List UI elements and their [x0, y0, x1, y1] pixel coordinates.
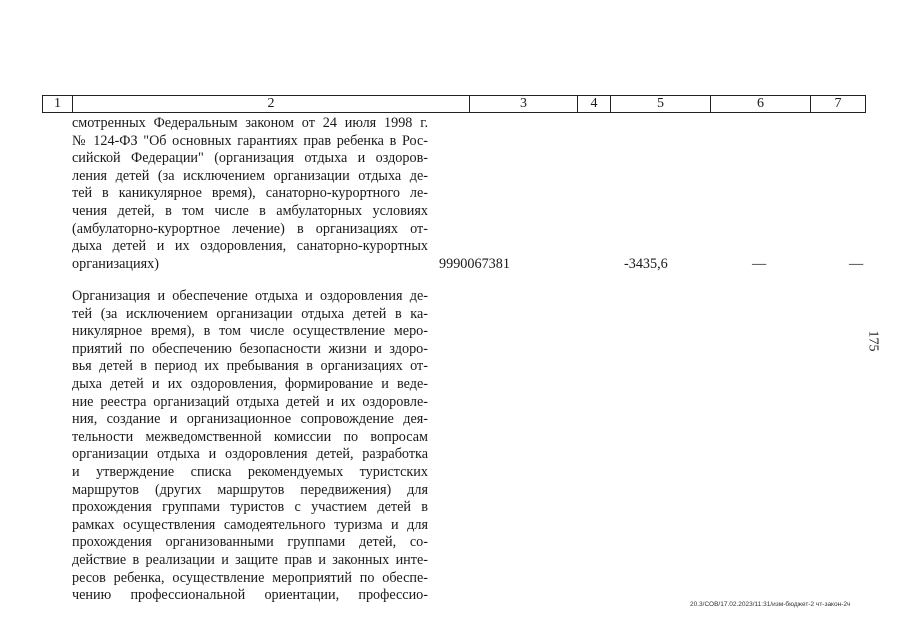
header-col-4: 4 [578, 96, 611, 112]
row1-line: сийской Федерации" (организация отдыха и оздоров- [72, 150, 428, 167]
row2-line: тей (за исключением организации отдыха детей в ка- [72, 305, 428, 322]
row2-line: рамках осуществления самодеятельного туризма и для [72, 516, 428, 533]
row1-line: смотренных Федеральным законом от 24 июля 1998 г. [72, 115, 428, 131]
row2-line: ресов ребенка, осуществление мероприятий по обеспе- [72, 569, 428, 586]
row1-col6: — [752, 256, 767, 272]
row1-line: чения детей, в том числе в амбулаторных условиях [72, 202, 428, 219]
row1-line: № 124-ФЗ "Об основных гарантиях прав ребенка в Рос- [72, 132, 428, 149]
header-col-5: 5 [611, 96, 711, 112]
header-col-3: 3 [470, 96, 578, 112]
row2-line: маршрутов (других маршрутов передвижения) для [72, 481, 428, 498]
row1-line: организациях) [72, 255, 159, 272]
row2-description [72, 288, 428, 605]
row2-line: прохождения организованными группами детей, со- [72, 534, 428, 551]
row1-code: 9990067381 [439, 256, 510, 272]
header-col-1: 1 [43, 96, 73, 112]
row2-line: тельности межведомственной комиссии по вопросам [72, 428, 428, 445]
row1-line: тей в каникулярное время), санаторно-курортного ле- [72, 185, 428, 202]
row2-line: никулярное время), в том числе осуществление меро- [72, 323, 428, 340]
row1-line: дыха детей и их оздоровления, санаторно-курортных [72, 238, 428, 255]
row2-line: чению профессиональной ориентации, профессио- [72, 587, 428, 604]
row1-col7: — [849, 256, 864, 272]
header-col-6: 6 [711, 96, 811, 112]
row2-line: ние реестра организаций отдыха детей и их оздоровле- [72, 393, 428, 410]
row1-amount: -3435,6 [624, 256, 668, 272]
row2-line: ния, создание и организационное сопровождение дея- [72, 411, 428, 428]
footer-file-info: 20.3/СОВ/17.02.2023/11:31/изм-бюджет-2 чт-закон-2ч [690, 601, 851, 608]
header-col-7: 7 [834, 96, 842, 111]
table-header-row [42, 95, 866, 113]
row2-line: и утверждение списка рекомендуемых туристских [72, 463, 428, 480]
row2-line: приятий по обеспечению безопасности жизни и здоро- [72, 340, 428, 357]
row1-line: ления детей (за исключением организации отдыха де- [72, 167, 428, 184]
header-col-2: 2 [73, 96, 470, 112]
row1-line: (амбулаторно-курортное лечение) в организациях от- [72, 220, 428, 237]
row2-line: организации отдыха и оздоровления детей, разработка [72, 446, 428, 463]
row2-line: действие в реализации и защите прав и законных инте- [72, 551, 428, 568]
row2-line: вья детей в период их пребывания в организациях от- [72, 358, 428, 375]
row2-line: дыха детей и их оздоровления, формирование и веде- [72, 375, 428, 392]
row2-line: Организация и обеспечение отдыха и оздоровления де- [72, 288, 428, 304]
row1-description [72, 115, 428, 273]
page-number: 175 [865, 330, 881, 352]
row2-line: прохождения группами туристов с участием детей в [72, 499, 428, 516]
